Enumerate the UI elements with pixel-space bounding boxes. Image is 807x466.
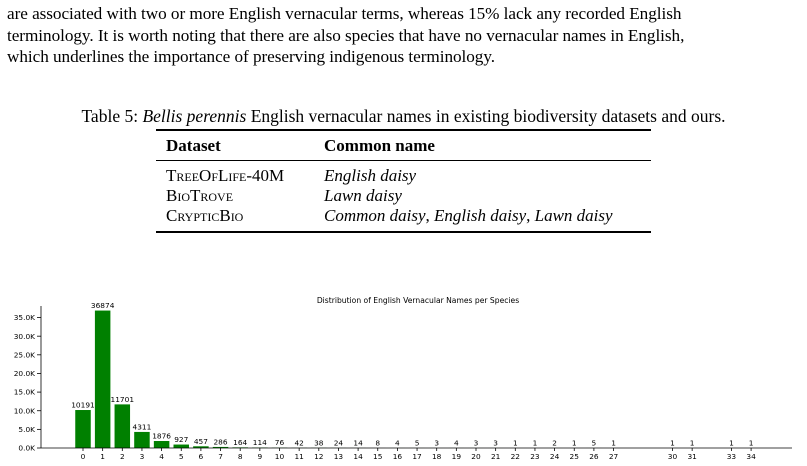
bar-value-label: 114: [252, 438, 267, 448]
paragraph-line: which underlines the importance of preserving indigenous terminology.: [7, 47, 496, 66]
bar-value-label: 1: [512, 438, 518, 448]
x-tick-label: 24: [549, 452, 560, 461]
bar-value-label: 14: [353, 438, 363, 448]
x-tick-label: 15: [373, 452, 383, 461]
bar-value-label: 1: [571, 438, 577, 448]
dataset-name: TreeOfLife-40M: [166, 166, 285, 185]
bar-value-label: 42: [294, 438, 304, 448]
x-tick-label: 12: [314, 452, 324, 461]
y-tick-label: 35.0K: [13, 313, 35, 323]
bar-value-label: 2: [552, 438, 557, 448]
bar-value-label: 5: [414, 438, 420, 448]
x-tick-label: 9: [257, 452, 263, 461]
x-tick-label: 20: [471, 452, 481, 461]
bar-value-labels: [71, 301, 754, 447]
x-tick-label: 25: [569, 452, 579, 461]
x-axis-ticks: [81, 448, 756, 461]
x-tick-label: 30: [667, 452, 678, 461]
bar-value-label: 1: [670, 438, 675, 448]
y-tick-label: 20.0K: [13, 369, 35, 379]
bar-value-label: 76: [274, 438, 285, 448]
paragraph-line: terminology. It is worth noting that there are also species that have no vernacular names in English,: [7, 25, 685, 45]
bar-value-label: 3: [493, 438, 499, 448]
x-tick-label: 13: [333, 452, 344, 461]
x-tick-label: 27: [608, 452, 619, 461]
x-tick-label: 10: [274, 452, 285, 461]
x-tick-label: 21: [490, 452, 501, 461]
y-tick-label: 15.0K: [13, 387, 35, 397]
bar-value-label: 4: [395, 438, 400, 448]
table-caption-label: Table 5:: [81, 106, 139, 126]
bar-value-label: 164: [233, 437, 248, 447]
header-common-name: Common name: [324, 135, 435, 155]
bar-series: [75, 311, 759, 448]
x-tick-label: 1: [100, 452, 106, 461]
header-dataset: Dataset: [166, 135, 221, 155]
common-names: Common daisy, English daisy, Lawn daisy: [324, 206, 613, 225]
common-name: Common daisy: [324, 206, 426, 225]
bar-value-label: 38: [314, 438, 324, 448]
bar-value-label: 4311: [132, 422, 152, 432]
common-name: English daisy: [434, 206, 527, 225]
vernacular-names-bar-chart: [0, 288, 807, 466]
dataset-name: BioTrove: [166, 186, 234, 205]
table-caption-species: Bellis perennis: [142, 106, 247, 126]
table-caption: [0, 106, 807, 127]
bar-value-label: 5: [591, 438, 597, 448]
common-names: [324, 166, 651, 186]
common-names: [324, 186, 651, 206]
body-paragraph: [7, 3, 807, 68]
bar-value-label: 36874: [90, 301, 115, 311]
x-tick-label: 17: [412, 452, 422, 461]
y-tick-label: 0.0K: [18, 443, 35, 453]
x-tick-label: 11: [294, 452, 304, 461]
bar-value-label: 8: [375, 438, 381, 448]
vernacular-names-table: [156, 129, 651, 233]
x-tick-label: 5: [178, 452, 184, 461]
y-tick-label: 10.0K: [13, 406, 35, 416]
y-axis-ticks: [14, 313, 41, 452]
x-tick-label: 14: [353, 452, 363, 461]
chart-title: Distribution of English Vernacular Names per Species: [316, 296, 520, 305]
y-tick-label: 5.0K: [18, 424, 35, 434]
bar-value-label: 3: [473, 438, 479, 448]
bar-value-label: 10191: [71, 400, 95, 410]
x-tick-label: 22: [510, 452, 521, 461]
bar: [75, 410, 91, 448]
bar-value-label: 4: [453, 438, 459, 448]
table-caption-text: English vernacular names in existing biodiversity datasets and ours.: [250, 106, 726, 126]
x-tick-label: 18: [431, 452, 442, 461]
bar: [95, 311, 111, 448]
bar-value-label: 927: [174, 435, 189, 445]
y-tick-label: 30.0K: [13, 331, 35, 341]
x-tick-label: 23: [530, 452, 540, 461]
table-row: [156, 206, 651, 226]
x-tick-label: 8: [237, 452, 243, 461]
x-tick-label: 26: [589, 452, 599, 461]
x-tick-label: 7: [218, 452, 223, 461]
common-name: Lawn daisy: [534, 206, 613, 225]
bar: [134, 432, 150, 448]
bar-value-label: 24: [333, 438, 344, 448]
table-row: [156, 166, 651, 186]
paragraph-line: are associated with two or more English vernacular terms, whereas 15% lack any recorded English: [7, 4, 682, 23]
bar-value-label: 1: [748, 438, 754, 448]
bar: [115, 404, 131, 448]
x-tick-label: 2: [119, 452, 125, 461]
common-name: English daisy: [324, 166, 417, 185]
x-tick-label: 33: [726, 452, 737, 461]
dataset-name: CrypticBio: [166, 206, 244, 225]
bar-value-label: 457: [193, 436, 208, 446]
bar-value-label: 286: [213, 437, 228, 447]
bar-value-label: 1: [729, 438, 734, 448]
x-tick-label: 6: [198, 452, 204, 461]
x-tick-label: 34: [746, 452, 756, 461]
table-body: [156, 161, 651, 231]
bar-value-label: 1876: [152, 431, 172, 441]
common-name: Lawn daisy: [324, 186, 402, 205]
bar-value-label: 1: [611, 438, 616, 448]
bar-value-label: 11701: [110, 394, 135, 404]
table-header-row: [156, 131, 651, 161]
x-tick-label: 16: [392, 452, 403, 461]
x-tick-label: 0: [80, 452, 86, 461]
y-tick-label: 25.0K: [13, 350, 35, 360]
bar: [154, 441, 170, 448]
bar-value-label: 1: [532, 438, 538, 448]
bar-value-label: 3: [434, 438, 440, 448]
x-tick-label: 19: [451, 452, 462, 461]
x-tick-label: 31: [687, 452, 697, 461]
bar: [174, 445, 190, 448]
table-row: [156, 186, 651, 206]
bar-value-label: 1: [689, 438, 695, 448]
x-tick-label: 4: [159, 452, 164, 461]
x-tick-label: 3: [139, 452, 145, 461]
